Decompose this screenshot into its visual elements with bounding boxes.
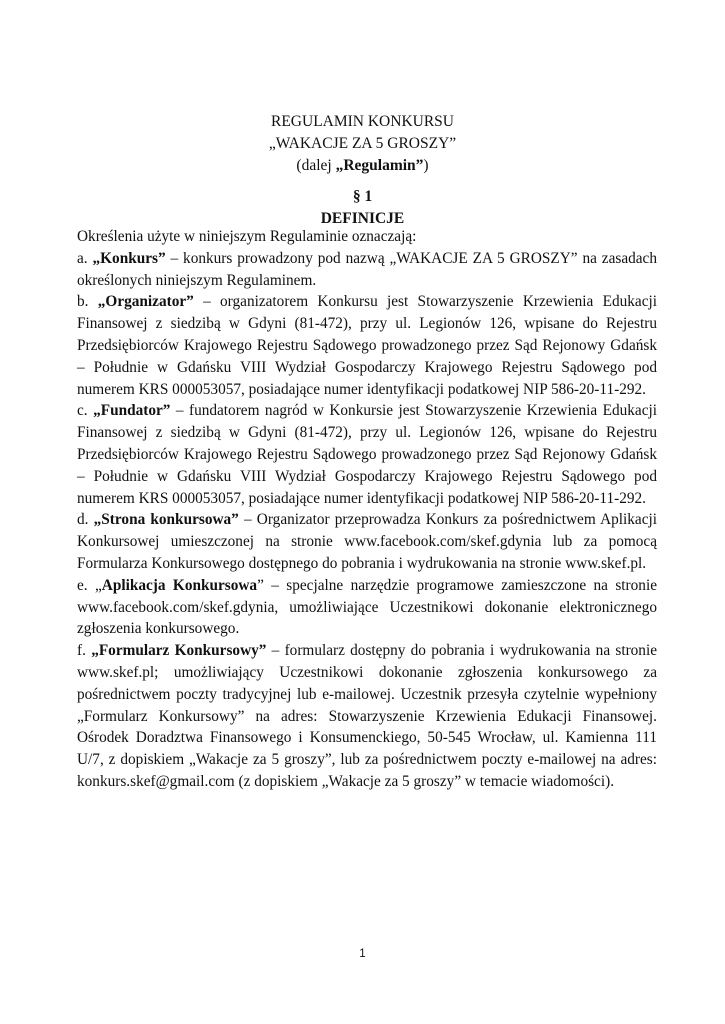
definition-term-close-quote: ” bbox=[257, 576, 264, 594]
definition-e bbox=[77, 575, 657, 640]
definition-text: – formularz dostępny do pobrania i wydrukowania na stronie www.skef.pl; umożliwiający Uczestnikowi dokonanie zgłoszenia konkursowego za pośrednictwem poczty tradycyjnej lub e-mailowej. Uczestnik przesyła czytelnie wypełniony „Formularz Konkursowy” na adres: Stowarzyszenie Krzewienia Edukacji Finansowej. Ośrodek Doradztwa Finansowego i Konsumenckiego, 50-545 Wrocław, ul. Kamienna 111 U/7, z dopiskiem „Wakacje za 5 groszy”, lub za pośrednictwem poczty e-mailowej na adres: konkurs.skef@gmail.com (z dopiskiem „Wakacje za 5 groszy” w temacie wiadomości). bbox=[77, 642, 657, 790]
definition-term: „Fundator” bbox=[93, 402, 171, 420]
title-line-3-prefix: (dalej bbox=[296, 157, 336, 174]
definitions-body bbox=[77, 226, 657, 793]
section-heading bbox=[0, 186, 725, 230]
intro-paragraph: Określenia użyte w niniejszym Regulaminie oznaczają: bbox=[77, 228, 417, 245]
definition-term: „Konkurs” bbox=[92, 249, 166, 267]
definition-text: – fundatorem nagród w Konkursie jest Stowarzyszenie Krzewienia Edukacji Finansowej z siedzibą w Gdyni (81-472), przy ul. Legionów 126, wpisane do Rejestru Przedsiębiorców Krajowego Rejestru Sądowego prowadzonego przez Sąd Rejonowy Gdańsk – Południe w Gdańsku VIII Wydział Gospodarczy Krajowego Rejestru Sądowego pod numerem KRS 000053057, posiadające numer identyfikacji podatkowej NIP 586-20-11-292. bbox=[77, 402, 657, 507]
definition-letter: f. bbox=[77, 642, 92, 660]
section-symbol: § 1 bbox=[352, 188, 373, 205]
definition-letter: d. bbox=[77, 511, 94, 529]
definition-f bbox=[77, 640, 657, 793]
document-title bbox=[0, 111, 725, 177]
definition-term-open-quote: „ bbox=[95, 576, 102, 594]
definition-text: – organizatorem Konkursu jest Stowarzyszenie Krzewienia Edukacji Finansowej z siedzibą w Gdyni (81-472), przy ul. Legionów 126, wpisane do Rejestru Przedsiębiorców Krajowego Rejestru Sądowego prowadzonego przez Sąd Rejonowy Gdańsk – Południe w Gdańsku VIII Wydział Gospodarczy Krajowego Rejestru Sądowego pod numerem KRS 000053057, posiadające numer identyfikacji podatkowej NIP 586-20-11-292. bbox=[77, 293, 658, 398]
definition-text: – Organizator przeprowadza Konkurs za pośrednictwem Aplikacji Konkursowej umieszczonej na stronie www.facebook.com/skef.gdynia lub za pomocą Formularza Konkursowego dostępnego do pobrania i wydrukowania na stronie www.skef.pl. bbox=[77, 511, 657, 572]
definition-term: „Strona konkursowa” bbox=[93, 511, 239, 529]
title-line-3-bold: „Regulamin” bbox=[335, 157, 424, 174]
section-title: DEFINICJE bbox=[320, 210, 405, 227]
definition-d bbox=[77, 509, 657, 574]
definition-letter: e. bbox=[77, 576, 95, 594]
title-line-3-suffix: ) bbox=[423, 157, 429, 174]
definition-term: „Organizator” bbox=[97, 293, 194, 311]
definition-letter: c. bbox=[77, 402, 94, 420]
definition-text: – specjalne narzędzie programowe zamieszczone na stronie www.facebook.com/skef.gdynia, umożliwiające Uczestnikowi dokonanie elektronicznego zgłoszenia konkursowego. bbox=[77, 576, 657, 638]
title-line-3 bbox=[0, 155, 725, 177]
definition-letter: a. bbox=[77, 249, 93, 267]
definition-term: Aplikacja Konkursowa bbox=[101, 576, 258, 594]
definition-a bbox=[77, 248, 657, 292]
title-line-1: REGULAMIN KONKURSU bbox=[271, 113, 454, 130]
definition-term: „Formularz Konkursowy” bbox=[91, 642, 267, 660]
definition-c bbox=[77, 400, 657, 509]
title-line-2: „WAKACJE ZA 5 GROSZY” bbox=[268, 135, 457, 152]
page-number: 1 bbox=[359, 948, 366, 960]
definition-b bbox=[77, 291, 657, 400]
definition-letter: b. bbox=[77, 293, 98, 311]
definition-text: – konkurs prowadzony pod nazwą „WAKACJE ZA 5 GROSZY” na zasadach określonych niniejszym Regulaminem. bbox=[77, 249, 657, 289]
